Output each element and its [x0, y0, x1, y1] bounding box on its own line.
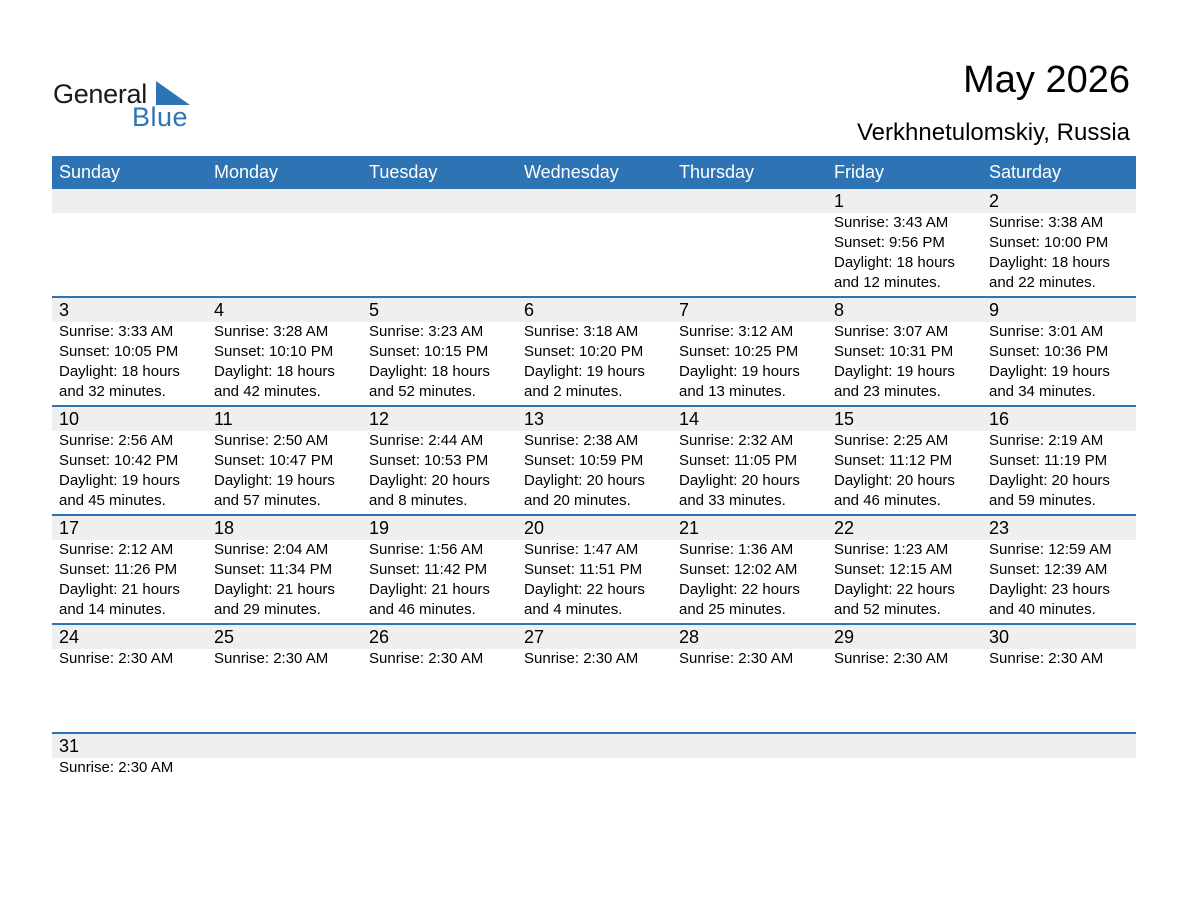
weekday-label: Wednesday — [524, 162, 619, 182]
day-cell — [827, 758, 982, 841]
day-cell — [207, 540, 362, 623]
calendar — [52, 156, 1136, 841]
day-details-row — [52, 540, 1136, 623]
sunrise-text: Sunrise: 3:33 AM — [59, 323, 174, 340]
daylight-text: Daylight: 19 hours — [214, 472, 335, 489]
sunset-text: Sunset: 11:51 PM — [524, 561, 643, 578]
sunrise-text: Sunrise: 2:32 AM — [679, 432, 794, 449]
day-details-row — [52, 322, 1136, 405]
daylight-text: Daylight: 20 hours — [989, 472, 1110, 489]
sunset-text: Sunset: 10:20 PM — [524, 343, 644, 360]
day-number — [672, 189, 827, 213]
day-cell — [52, 213, 207, 296]
day-number: 30 — [989, 627, 1010, 647]
daylight-text: and 8 minutes. — [369, 492, 468, 509]
sunrise-text: Sunrise: 1:56 AM — [369, 541, 484, 558]
day-cell — [207, 213, 362, 296]
day-cell — [517, 213, 672, 296]
sunrise-text: Sunrise: 2:30 AM — [59, 759, 174, 776]
day-cell — [362, 213, 517, 296]
day-cell — [827, 540, 982, 623]
logo-text-general: General — [53, 79, 147, 109]
sunset-text: Sunset: 10:36 PM — [989, 343, 1109, 360]
daylight-text: and 46 minutes. — [369, 601, 476, 618]
day-number: 18 — [214, 518, 235, 538]
sunset-text: Sunset: 10:25 PM — [679, 343, 799, 360]
daylight-text: and 46 minutes. — [834, 492, 941, 509]
day-cell — [362, 758, 517, 841]
weekday-label: Saturday — [989, 162, 1062, 182]
daylight-text: Daylight: 22 hours — [679, 581, 800, 598]
daylight-text: and 29 minutes. — [214, 601, 321, 618]
sunrise-text: Sunrise: 1:23 AM — [834, 541, 949, 558]
sunset-text: Sunset: 9:56 PM — [834, 234, 945, 251]
daylight-text: and 33 minutes. — [679, 492, 786, 509]
day-number: 7 — [679, 300, 690, 320]
sunset-text: Sunset: 10:00 PM — [989, 234, 1109, 251]
sunset-text: Sunset: 10:31 PM — [834, 343, 954, 360]
location-subtitle: Verkhnetulomskiy, Russia — [857, 119, 1130, 146]
logo-text-blue: Blue — [132, 102, 189, 132]
day-cell — [207, 431, 362, 514]
daylight-text: Daylight: 20 hours — [369, 472, 490, 489]
daylight-text: and 23 minutes. — [834, 383, 941, 400]
day-cell — [362, 649, 517, 732]
daylight-text: and 20 minutes. — [524, 492, 631, 509]
day-number — [672, 734, 827, 758]
day-details-row — [52, 213, 1136, 296]
day-cell — [52, 322, 207, 405]
day-number-row — [52, 625, 1136, 649]
day-cell — [207, 758, 362, 841]
day-number: 2 — [989, 191, 1000, 211]
daylight-text: Daylight: 18 hours — [989, 254, 1110, 271]
daylight-text: Daylight: 20 hours — [524, 472, 645, 489]
sunset-text: Sunset: 11:42 PM — [369, 561, 488, 578]
day-number-row — [52, 189, 1136, 213]
daylight-text: Daylight: 20 hours — [834, 472, 955, 489]
weekday-header — [52, 156, 1136, 189]
sunrise-text: Sunrise: 2:30 AM — [989, 650, 1104, 667]
daylight-text: and 25 minutes. — [679, 601, 786, 618]
sunset-text: Sunset: 11:05 PM — [679, 452, 798, 469]
weekday-label: Tuesday — [369, 162, 438, 182]
day-number — [207, 734, 362, 758]
day-cell — [362, 431, 517, 514]
day-cell — [52, 758, 207, 841]
weekday-label: Sunday — [59, 162, 121, 182]
daylight-text: Daylight: 18 hours — [59, 363, 180, 380]
sunrise-text: Sunrise: 3:18 AM — [524, 323, 639, 340]
daylight-text: Daylight: 19 hours — [524, 363, 645, 380]
weeks-container — [52, 189, 1136, 841]
day-number: 11 — [214, 409, 233, 429]
day-cell — [982, 431, 1136, 514]
day-cell — [827, 213, 982, 296]
day-cell — [827, 431, 982, 514]
day-number: 26 — [369, 627, 390, 647]
day-cell — [52, 649, 207, 732]
sunrise-text: Sunrise: 2:30 AM — [369, 650, 484, 667]
day-number — [362, 734, 517, 758]
day-number-row — [52, 298, 1136, 322]
sunrise-text: Sunrise: 2:30 AM — [524, 650, 639, 667]
day-cell — [827, 322, 982, 405]
daylight-text: and 59 minutes. — [989, 492, 1096, 509]
day-number: 14 — [679, 409, 700, 429]
week-row — [52, 732, 1136, 841]
day-cell — [672, 322, 827, 405]
daylight-text: and 40 minutes. — [989, 601, 1096, 618]
daylight-text: Daylight: 19 hours — [679, 363, 800, 380]
daylight-text: Daylight: 19 hours — [989, 363, 1110, 380]
day-number: 28 — [679, 627, 700, 647]
sunrise-text: Sunrise: 2:30 AM — [214, 650, 329, 667]
day-number: 10 — [59, 409, 80, 429]
daylight-text: and 45 minutes. — [59, 492, 166, 509]
day-number — [982, 734, 1136, 758]
day-cell — [362, 540, 517, 623]
day-number-row — [52, 734, 1136, 758]
day-number: 29 — [834, 627, 855, 647]
sunset-text: Sunset: 10:59 PM — [524, 452, 644, 469]
day-cell — [982, 540, 1136, 623]
day-number: 5 — [369, 300, 380, 320]
day-number — [517, 734, 672, 758]
day-cell — [982, 322, 1136, 405]
sunrise-text: Sunrise: 3:38 AM — [989, 214, 1104, 231]
day-number: 9 — [989, 300, 1000, 320]
weekday-label: Thursday — [679, 162, 755, 182]
day-number: 25 — [214, 627, 235, 647]
sunset-text: Sunset: 12:15 AM — [834, 561, 953, 578]
day-details-row — [52, 758, 1136, 841]
day-number — [517, 189, 672, 213]
daylight-text: and 52 minutes. — [369, 383, 476, 400]
day-number: 6 — [524, 300, 535, 320]
day-cell — [517, 431, 672, 514]
sunrise-text: Sunrise: 2:50 AM — [214, 432, 329, 449]
sunrise-text: Sunrise: 1:36 AM — [679, 541, 794, 558]
day-cell — [672, 431, 827, 514]
daylight-text: and 14 minutes. — [59, 601, 166, 618]
logo — [53, 79, 193, 131]
day-cell — [362, 322, 517, 405]
sunrise-text: Sunrise: 2:44 AM — [369, 432, 484, 449]
sunrise-text: Sunrise: 2:12 AM — [59, 541, 174, 558]
day-number: 27 — [524, 627, 545, 647]
day-cell — [517, 540, 672, 623]
week-row — [52, 405, 1136, 514]
day-details-row — [52, 649, 1136, 732]
sunset-text: Sunset: 11:12 PM — [834, 452, 953, 469]
sunrise-text: Sunrise: 12:59 AM — [989, 541, 1112, 558]
sunset-text: Sunset: 10:05 PM — [59, 343, 179, 360]
sunrise-text: Sunrise: 2:30 AM — [59, 650, 174, 667]
week-row — [52, 514, 1136, 623]
daylight-text: and 32 minutes. — [59, 383, 166, 400]
sunrise-text: Sunrise: 3:43 AM — [834, 214, 949, 231]
daylight-text: Daylight: 22 hours — [834, 581, 955, 598]
week-row — [52, 189, 1136, 296]
day-cell — [207, 649, 362, 732]
day-number: 16 — [989, 409, 1010, 429]
sunrise-text: Sunrise: 2:30 AM — [679, 650, 794, 667]
sunrise-text: Sunrise: 3:28 AM — [214, 323, 329, 340]
sunrise-text: Sunrise: 3:23 AM — [369, 323, 484, 340]
daylight-text: and 57 minutes. — [214, 492, 321, 509]
sunrise-text: Sunrise: 2:19 AM — [989, 432, 1104, 449]
sunrise-text: Sunrise: 1:47 AM — [524, 541, 639, 558]
sunset-text: Sunset: 11:19 PM — [989, 452, 1108, 469]
page-title: May 2026 — [963, 59, 1130, 101]
daylight-text: and 52 minutes. — [834, 601, 941, 618]
day-cell — [982, 758, 1136, 841]
weekday-label: Monday — [214, 162, 279, 182]
daylight-text: Daylight: 18 hours — [369, 363, 490, 380]
daylight-text: Daylight: 18 hours — [214, 363, 335, 380]
sunset-text: Sunset: 10:53 PM — [369, 452, 489, 469]
daylight-text: and 4 minutes. — [524, 601, 623, 618]
daylight-text: and 34 minutes. — [989, 383, 1096, 400]
day-cell — [52, 431, 207, 514]
day-details-row — [52, 431, 1136, 514]
day-number — [52, 189, 207, 213]
day-cell — [672, 213, 827, 296]
daylight-text: Daylight: 22 hours — [524, 581, 645, 598]
daylight-text: and 42 minutes. — [214, 383, 321, 400]
sunset-text: Sunset: 12:39 AM — [989, 561, 1108, 578]
week-row — [52, 623, 1136, 732]
sunrise-text: Sunrise: 2:56 AM — [59, 432, 174, 449]
sunrise-text: Sunrise: 2:25 AM — [834, 432, 949, 449]
day-number: 15 — [834, 409, 855, 429]
daylight-text: Daylight: 21 hours — [214, 581, 335, 598]
day-number: 17 — [59, 518, 80, 538]
daylight-text: Daylight: 19 hours — [834, 363, 955, 380]
sunset-text: Sunset: 10:10 PM — [214, 343, 334, 360]
weekday-label: Friday — [834, 162, 885, 182]
sunset-text: Sunset: 11:26 PM — [59, 561, 178, 578]
day-number — [827, 734, 982, 758]
day-cell — [982, 213, 1136, 296]
day-number: 23 — [989, 518, 1010, 538]
day-cell — [827, 649, 982, 732]
day-number-row — [52, 407, 1136, 431]
daylight-text: Daylight: 21 hours — [369, 581, 490, 598]
day-number: 4 — [214, 300, 225, 320]
day-cell — [672, 540, 827, 623]
day-number: 21 — [679, 518, 700, 538]
daylight-text: Daylight: 23 hours — [989, 581, 1110, 598]
day-number: 24 — [59, 627, 80, 647]
sunset-text: Sunset: 10:42 PM — [59, 452, 179, 469]
sunset-text: Sunset: 12:02 AM — [679, 561, 798, 578]
sunrise-text: Sunrise: 2:30 AM — [834, 650, 949, 667]
day-number: 20 — [524, 518, 545, 538]
day-number: 12 — [369, 409, 390, 429]
daylight-text: and 22 minutes. — [989, 274, 1096, 291]
daylight-text: Daylight: 19 hours — [59, 472, 180, 489]
day-cell — [52, 540, 207, 623]
day-number — [362, 189, 517, 213]
day-number: 22 — [834, 518, 855, 538]
day-number: 13 — [524, 409, 545, 429]
week-row — [52, 296, 1136, 405]
day-cell — [517, 649, 672, 732]
sunrise-text: Sunrise: 3:01 AM — [989, 323, 1104, 340]
day-number: 1 — [834, 191, 845, 211]
day-cell — [207, 322, 362, 405]
day-cell — [517, 758, 672, 841]
daylight-text: Daylight: 18 hours — [834, 254, 955, 271]
day-cell — [672, 649, 827, 732]
day-cell — [672, 758, 827, 841]
sunrise-text: Sunrise: 2:38 AM — [524, 432, 639, 449]
sunset-text: Sunset: 11:34 PM — [214, 561, 333, 578]
day-number: 8 — [834, 300, 845, 320]
day-number: 19 — [369, 518, 390, 538]
sunset-text: Sunset: 10:15 PM — [369, 343, 489, 360]
daylight-text: Daylight: 21 hours — [59, 581, 180, 598]
sunrise-text: Sunrise: 3:12 AM — [679, 323, 794, 340]
day-number: 31 — [59, 736, 80, 756]
daylight-text: and 2 minutes. — [524, 383, 623, 400]
day-cell — [517, 322, 672, 405]
sunset-text: Sunset: 10:47 PM — [214, 452, 334, 469]
daylight-text: and 12 minutes. — [834, 274, 941, 291]
sunrise-text: Sunrise: 2:04 AM — [214, 541, 329, 558]
day-number-row — [52, 516, 1136, 540]
sunrise-text: Sunrise: 3:07 AM — [834, 323, 949, 340]
day-number: 3 — [59, 300, 70, 320]
daylight-text: Daylight: 20 hours — [679, 472, 800, 489]
day-number — [207, 189, 362, 213]
daylight-text: and 13 minutes. — [679, 383, 786, 400]
day-cell — [982, 649, 1136, 732]
